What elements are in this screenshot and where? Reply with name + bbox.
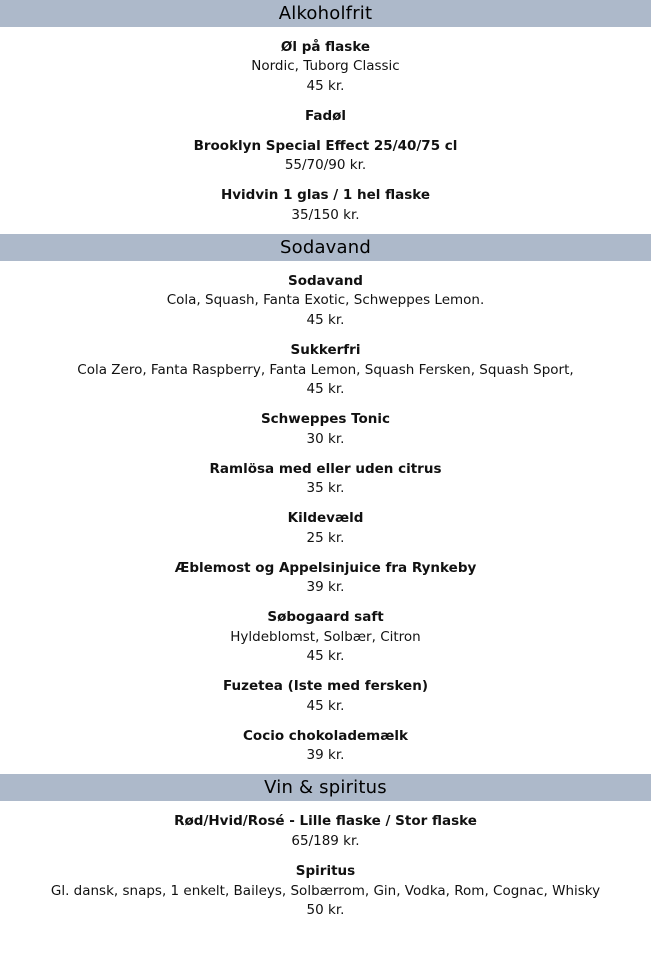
item-description: Cola, Squash, Fanta Exotic, Schweppes Lemon. <box>166 292 485 308</box>
item-name: Spiritus <box>295 863 356 879</box>
item-price: 39 kr. <box>306 579 345 595</box>
item-price: 45 kr. <box>306 78 345 94</box>
item-name: Rød/Hvid/Rosé - Lille flaske / Stor flaske <box>174 813 477 829</box>
item-name: Hvidvin 1 glas / 1 hel flaske <box>220 187 431 203</box>
item-description: Nordic, Tuborg Classic <box>251 58 400 74</box>
item-name: Fadøl <box>304 108 347 124</box>
section-title: Vin & spiritus <box>264 777 387 798</box>
item-name: Kildevæld <box>287 510 364 526</box>
item-price: 45 kr. <box>306 648 345 664</box>
item-price: 45 kr. <box>306 312 345 328</box>
item-name: Cocio chokolademælk <box>243 728 408 744</box>
item-price: 45 kr. <box>306 698 345 714</box>
item-price: 50 kr. <box>306 902 345 918</box>
section-header-vin-spiritus <box>0 774 651 801</box>
item-price: 30 kr. <box>306 431 345 447</box>
item-description: Gl. dansk, snaps, 1 enkelt, Baileys, Solbærrom, Gin, Vodka, Rom, Cognac, Whisky <box>50 883 601 899</box>
item-price: 35/150 kr. <box>291 207 360 223</box>
item-price: 35 kr. <box>306 480 345 496</box>
item-name: Fuzetea (Iste med fersken) <box>223 678 428 694</box>
section-title: Alkoholfrit <box>278 3 373 24</box>
item-name: Sodavand <box>288 273 363 289</box>
item-price: 45 kr. <box>306 381 345 397</box>
item-price: 65/189 kr. <box>291 833 360 849</box>
item-price: 55/70/90 kr. <box>284 157 367 173</box>
item-price: 39 kr. <box>306 747 345 763</box>
section-header-alkoholfrit <box>0 0 651 27</box>
item-name: Brooklyn Special Effect 25/40/75 cl <box>193 138 458 154</box>
item-name: Ramlösa med eller uden citrus <box>209 461 442 477</box>
item-description: Hyldeblomst, Solbær, Citron <box>230 629 421 645</box>
item-name: Øl på flaske <box>280 39 371 55</box>
section-header-sodavand <box>0 234 651 261</box>
section-title: Sodavand <box>279 237 371 258</box>
item-name: Sukkerfri <box>290 342 361 358</box>
item-name: Æblemost og Appelsinjuice fra Rynkeby <box>174 560 477 576</box>
item-name: Søbogaard saft <box>267 609 384 625</box>
item-price: 25 kr. <box>306 530 345 546</box>
item-description: Cola Zero, Fanta Raspberry, Fanta Lemon, Squash Fersken, Squash Sport, <box>77 362 574 378</box>
item-name: Schweppes Tonic <box>260 411 391 427</box>
